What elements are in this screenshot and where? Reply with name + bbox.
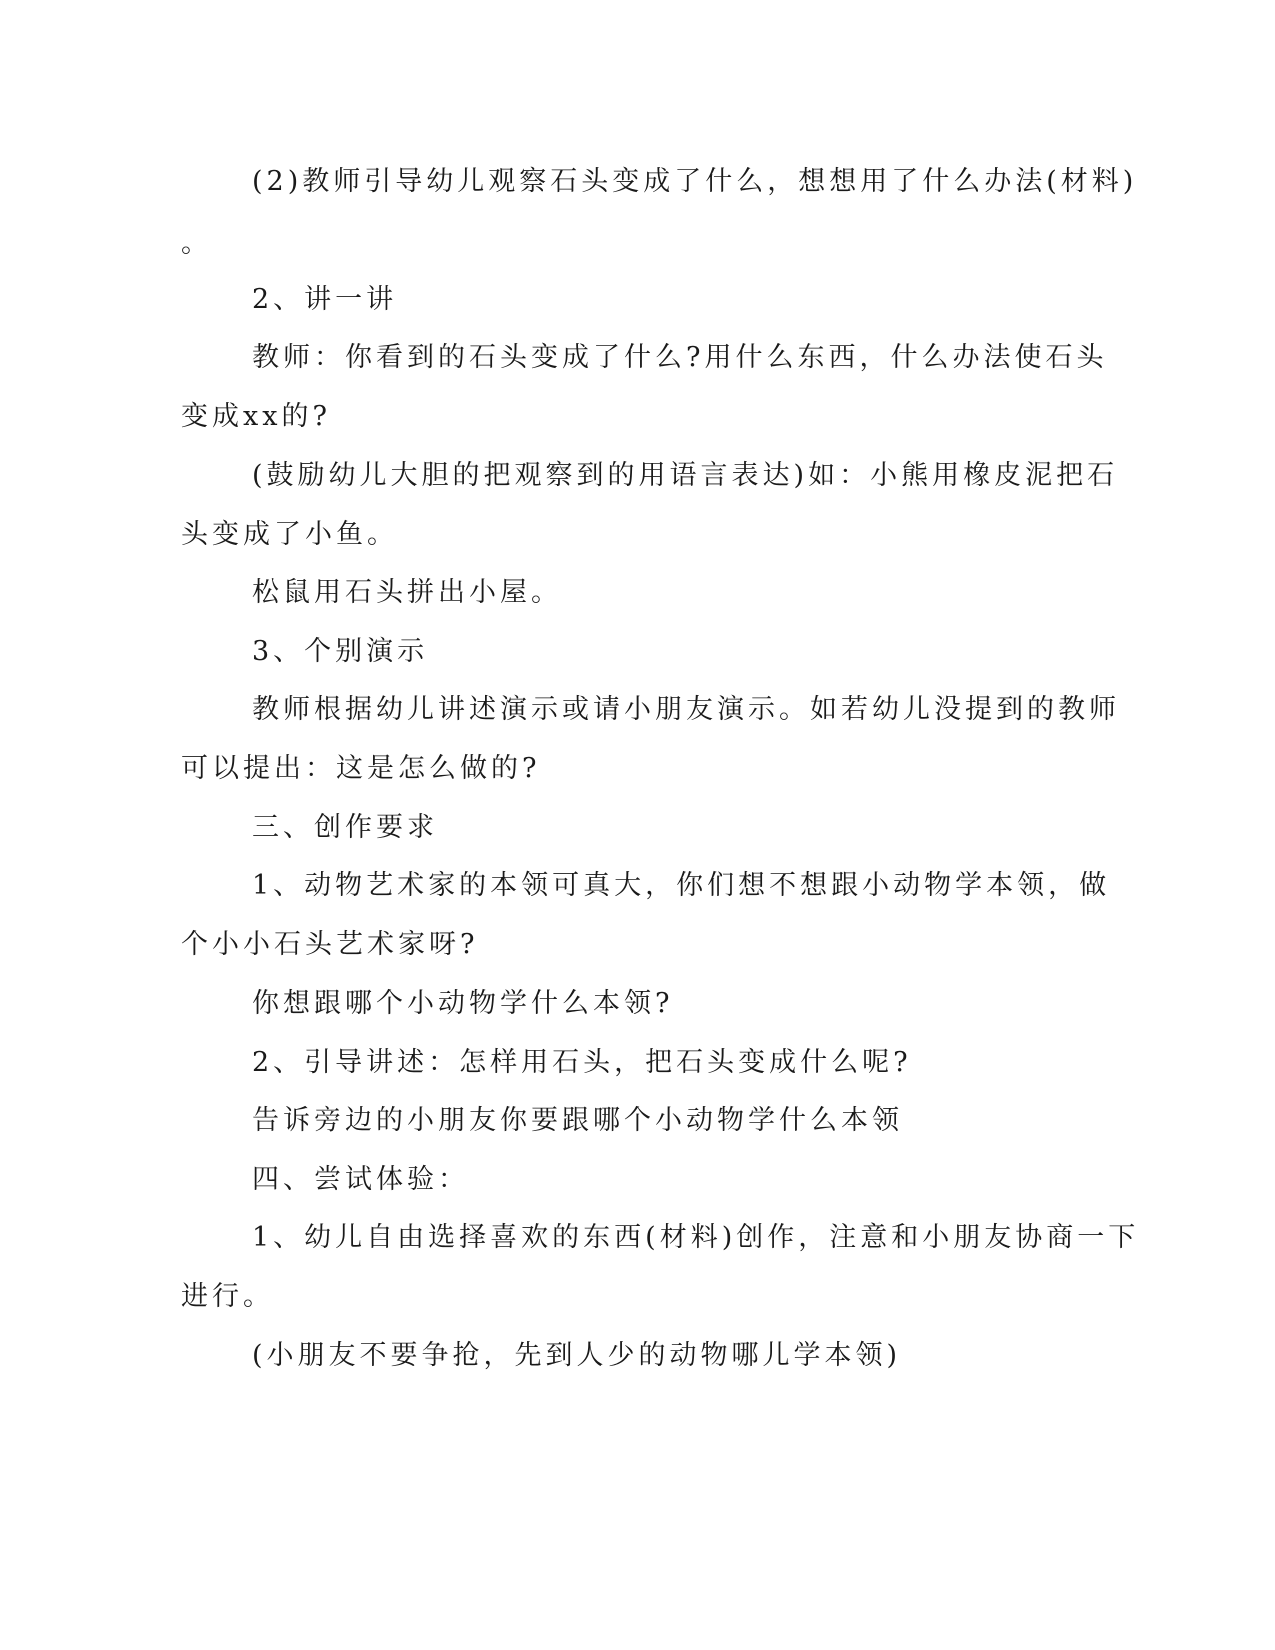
text-line: 3、个别演示 [252, 636, 429, 667]
text-line: (鼓励幼儿大胆的把观察到的用语言表达)如：小熊用橡皮泥把石 [252, 460, 1119, 491]
text-line: (小朋友不要争抢，先到人少的动物哪儿学本领) [252, 1340, 902, 1371]
text-line: 。 [181, 228, 212, 259]
text-line: 松鼠用石头拼出小屋。 [252, 577, 562, 608]
text-line: 头变成了小鱼。 [181, 519, 398, 550]
text-line: 进行。 [181, 1281, 274, 1312]
text-line: 1、幼儿自由选择喜欢的东西(材料)创作，注意和小朋友协商一下 [252, 1222, 1140, 1253]
text-line: 告诉旁边的小朋友你要跟哪个小动物学什么本领 [252, 1105, 903, 1136]
text-line: (2)教师引导幼儿观察石头变成了什么，想想用了什么办法(材料) [252, 166, 1138, 197]
text-line: 个小小石头艺术家呀? [181, 929, 479, 960]
text-line: 你想跟哪个小动物学什么本领? [252, 988, 674, 1019]
text-line: 教师：你看到的石头变成了什么?用什么东西，什么办法使石头 [252, 342, 1108, 373]
text-line: 可以提出：这是怎么做的? [181, 753, 541, 784]
text-line: 教师根据幼儿讲述演示或请小朋友演示。如若幼儿没提到的教师 [252, 694, 1120, 725]
text-line: 1、动物艺术家的本领可真大，你们想不想跟小动物学本领，做 [252, 870, 1111, 901]
text-line: 2、讲一讲 [252, 284, 398, 315]
text-line: 变成xx的? [181, 401, 331, 432]
text-line: 四、尝试体验： [252, 1164, 469, 1195]
text-line: 2、引导讲述：怎样用石头，把石头变成什么呢? [252, 1047, 912, 1078]
text-line: 三、创作要求 [252, 812, 438, 843]
